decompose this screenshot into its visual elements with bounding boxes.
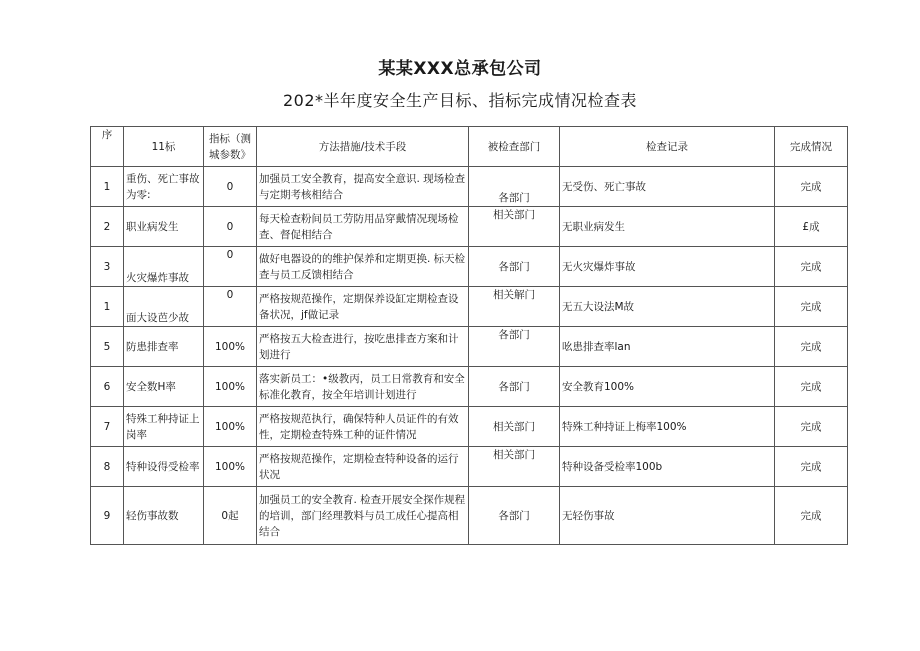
- cell-no: 3: [91, 247, 124, 287]
- header-no: 序: [91, 127, 124, 167]
- table-row: [91, 287, 848, 327]
- header-indicator: 指标（测城参数》: [204, 127, 257, 167]
- cell-status: 完成: [775, 247, 848, 287]
- table-row: [91, 367, 848, 407]
- cell-target: 特殊工种持证上岗率: [124, 407, 204, 447]
- table-row: [91, 327, 848, 367]
- table-row: [91, 207, 848, 247]
- cell-dept: 各部门: [469, 487, 560, 545]
- cell-status: 完成: [775, 407, 848, 447]
- cell-record: 无轻伤事故: [560, 487, 775, 545]
- cell-record: 无职业病发生: [560, 207, 775, 247]
- cell-no: 2: [91, 207, 124, 247]
- cell-status: 完成: [775, 287, 848, 327]
- cell-target: 面大设芭少故: [124, 287, 204, 327]
- table-row: [91, 247, 848, 287]
- cell-method: 每天检查粉间员工劳防用品穿戴情况现场检查、督促相结合: [257, 207, 469, 247]
- cell-indicator: 0: [204, 167, 257, 207]
- cell-record: 无五大设法M故: [560, 287, 775, 327]
- header-record: 检查记录: [560, 127, 775, 167]
- cell-indicator: 100%: [204, 447, 257, 487]
- header-dept: 被检查部门: [469, 127, 560, 167]
- cell-indicator: 0: [204, 247, 257, 287]
- cell-indicator: 0: [204, 207, 257, 247]
- cell-no: 6: [91, 367, 124, 407]
- header-method: 方法措施/技术手段: [257, 127, 469, 167]
- cell-status: 完成: [775, 447, 848, 487]
- document-subtitle: 202*半年度安全生产目标、指标完成情况检查表: [282, 91, 638, 110]
- cell-record: 安全教育100%: [560, 367, 775, 407]
- cell-no: 7: [91, 407, 124, 447]
- cell-target: 职业病发生: [124, 207, 204, 247]
- cell-method: 严格按规范操作，定期保养设缸定期检查设备状况，jf做记录: [257, 287, 469, 327]
- cell-dept: 相关部门: [469, 207, 560, 247]
- cell-record: 无受伤、死亡事故: [560, 167, 775, 207]
- header-target: 11标: [124, 127, 204, 167]
- cell-indicator: 0: [204, 287, 257, 327]
- cell-no: 1: [91, 287, 124, 327]
- table-row: [91, 487, 848, 545]
- table-row: [91, 167, 848, 207]
- cell-method: 严格按五大检查进行，按吃患排查方案和计划进行: [257, 327, 469, 367]
- cell-record: 特殊工种持证上梅率100%: [560, 407, 775, 447]
- table-header-row: [91, 127, 848, 167]
- cell-status: 完成: [775, 327, 848, 367]
- cell-target: 安全数H率: [124, 367, 204, 407]
- cell-target: 特种设得受检率: [124, 447, 204, 487]
- cell-dept: 各部门: [469, 247, 560, 287]
- cell-dept: 相关部门: [469, 407, 560, 447]
- header-status: 完成情况: [775, 127, 848, 167]
- cell-method: 严格按规范执行，确保特种人员证件的有效性，定期检查特殊工种的证件情况: [257, 407, 469, 447]
- cell-indicator: 100%: [204, 367, 257, 407]
- cell-status: 完成: [775, 487, 848, 545]
- cell-method: 加强员工的安全教育. 检查开展安全探作规程的培训，部门经理教料与员工成任心提高相结合: [257, 487, 469, 545]
- cell-no: 8: [91, 447, 124, 487]
- cell-indicator: 100%: [204, 407, 257, 447]
- cell-no: 1: [91, 167, 124, 207]
- cell-status: 完成: [775, 367, 848, 407]
- cell-dept: 相关解门: [469, 287, 560, 327]
- cell-dept: 各部门: [469, 367, 560, 407]
- cell-method: 落实新员工：•级教丙，员工日常教育和安全标准化教育，按全年培训计划进行: [257, 367, 469, 407]
- cell-method: 加强员工安全教育，提高安全意识. 现场检查与定期考核相结合: [257, 167, 469, 207]
- cell-method: 严格按规范操作，定期检查特种设备的运行状况: [257, 447, 469, 487]
- cell-dept: 相关部门: [469, 447, 560, 487]
- cell-method: 做好电器设的的维护保养和定期更换. 标天检查与员工反馈相结合: [257, 247, 469, 287]
- cell-target: 重伤、死亡事故为零:: [124, 167, 204, 207]
- cell-no: 9: [91, 487, 124, 545]
- table-row: [91, 407, 848, 447]
- cell-target: 轻伤事故数: [124, 487, 204, 545]
- cell-status: 完成: [775, 167, 848, 207]
- table-row: [91, 447, 848, 487]
- cell-record: 吆患排查率lan: [560, 327, 775, 367]
- cell-no: 5: [91, 327, 124, 367]
- cell-target: 防患排查率: [124, 327, 204, 367]
- cell-dept: 各部门: [469, 327, 560, 367]
- cell-record: 无火灾爆炸事故: [560, 247, 775, 287]
- cell-record: 特种设备受检率100b: [560, 447, 775, 487]
- cell-target: 火灾爆炸事故: [124, 247, 204, 287]
- cell-indicator: 100%: [204, 327, 257, 367]
- cell-status: £成: [775, 207, 848, 247]
- inspection-table: [90, 126, 848, 545]
- document-title: 某某XXX总承包公司: [378, 59, 542, 79]
- cell-indicator: 0起: [204, 487, 257, 545]
- cell-dept: 各部门: [469, 167, 560, 207]
